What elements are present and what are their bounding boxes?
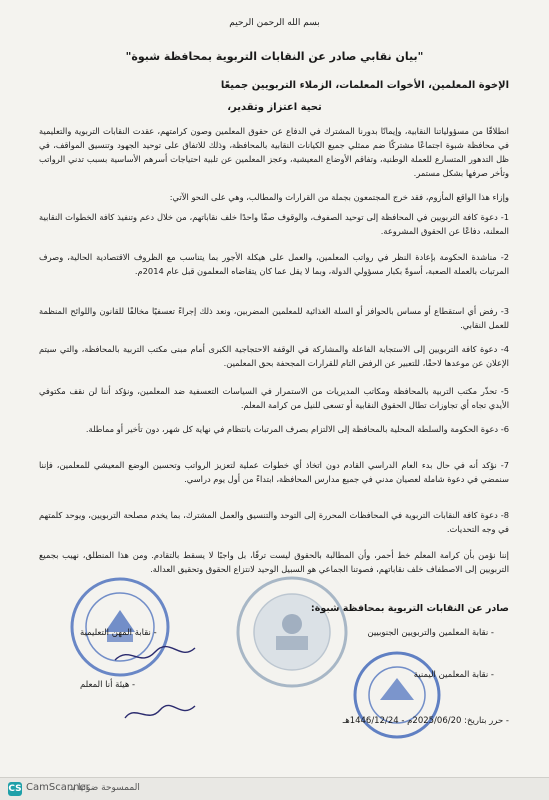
handwritten-signature xyxy=(110,640,200,670)
union-stamp-bottom xyxy=(350,648,445,743)
scanned-with-label: الممسوحة ضوئيا بـ xyxy=(70,783,140,793)
document-date: - حرر بتاريخ: 2025/06/20م - 1446/12/24هـ xyxy=(342,716,509,726)
app-name: CamScanner xyxy=(26,782,90,793)
salutation: تحية اعتزاز وتقدير، xyxy=(227,102,322,113)
list-item: 3- رفض أي استقطاع أو مساس بالحوافز أو السلة الغذائية للمعلمين المضربين، ونعد ذلك إجراءً تعسفيًا مخالفًا للقانون واللوائح المنظمة للعمل النقابي. xyxy=(39,306,509,330)
signatory-left: - هيئة أنا المعلم xyxy=(80,680,136,690)
basmala: بسم الله الرحمن الرحيم xyxy=(229,18,320,28)
statement-title: "بيان نقابي صادر عن النقابات التربوية بمحافظة شبوة" xyxy=(125,50,424,63)
list-item: 6- دعوة الحكومة والسلطة المحلية بالمحافظة إلى الالتزام بصرف المرتبات بانتظام في نهاية كل شهر، دون تأخير أو مماطلة. xyxy=(85,424,509,434)
list-item: 1- دعوة كافة التربويين في المحافظة إلى توحيد الصفوف، والوقوف صفًا واحدًا خلف نقاباتهم، من خلال دعم وتنفيذ كافة الخطوات النقابية المعلنة، دفاعًا عن الحقوق المشروعة. xyxy=(39,212,509,236)
scanner-footer xyxy=(0,777,549,800)
signatory-right: - نقابة المعلمين والتربويين الجنوبيين xyxy=(367,628,494,638)
closing-paragraph: إننا نؤمن بأن كرامة المعلم خط أحمر، وأن المطالبة بالحقوق ليست ترفًا، بل واجبًا لا يسقط بالتقادم. ومن هذا المنطلق، نهيب بجميع التربويين إلى الاصطفاف خلف نقاباتهم، فصوتنا الجماعي هو السبيل الوحيد لانتزاع الحقوق وتحقيق العدالة. xyxy=(39,550,509,574)
issuer-heading: صادر عن النقابات التربوية بمحافظة شبوة: xyxy=(310,603,509,614)
intro-paragraph: انطلاقًا من مسؤولياتنا النقابية، وإيمانًا بدورنا المشترك في الدفاع عن حقوق المعلمين وصون كرامتهم، عقدت النقابات التربوية والتعليمية في محافظة شبوة اجتماعًا مشتركًا ضم ممثلي جميع الكيانات النقابية بالمحافظة، وذلك للاتفاق على توحيد الجهود وتنسيق المواقف، في ظل التدهور المتسارع للعملة الوطنية، وتفاقم الأوضاع المعيشية، وعجز المعلمين عن تلبية احتياجات أسرهم الأساسية بسبب تدني الرواتب وتأخر صرفها بشكل مستمر. xyxy=(39,126,509,178)
greeting: الإخوة المعلمين، الأخوات المعلمات، الزملاء التربويين جميعًا xyxy=(220,80,509,91)
handwritten-signature xyxy=(120,700,200,728)
list-item: 8- دعوة كافة النقابات التربوية في المحافظات المحررة إلى التوحد والتنسيق والعمل المشترك، بما يخدم مصلحة التربويين، ويوحد كلمتهم في وجه التحديات. xyxy=(39,510,509,534)
list-item: 5- تحذّر مكتب التربية بالمحافظة ومكاتب المديريات من الاستمرار في السياسات التعسفية ضد المعلمين، ونؤكد أننا لن نقف مكتوفي الأيدي تجاه أي تجاوزات تطال الحقوق النقابية أو تسعى للنيل من كرامة المعلم. xyxy=(39,386,509,410)
list-item: 4- دعوة كافة التربويين إلى الاستجابة الفاعلة والمشاركة في الوقفة الاحتجاجية الكبرى أمام مبنى مكتب التربية بالمحافظة، والتي سيتم الإعلان عن موعدها لاحقًا، للتعبير عن الرفض التام للقرارات المجحفة بحق المعلمين. xyxy=(39,344,509,368)
signatory-left: - نقابة المهن التعليمية xyxy=(80,628,157,638)
list-item: 2- مناشدة الحكومة بإعادة النظر في رواتب المعلمين، والعمل على هيكلة الأجور بما يتناسب مع الظروف الاقتصادية الحالية، وصرف المرتبات بالعملة الصعبة، أسوةً بكبار مسؤولي الدولة، وبما لا يقل عما كان يتقاضاه المعلمون قبل عام 2014م. xyxy=(39,252,509,276)
list-item: 7- نؤكد أنه في حال بدء العام الدراسي القادم دون اتخاذ أي خطوات عملية لتعزيز الرواتب وتحسين الوضع المعيشي للمعلمين، فإننا سنمضي في دعوة شاملة لعصيان مدني في جميع مدارس المحافظة، ابتداءً من أول يوم دراسي. xyxy=(39,460,509,484)
signatory-right: - نقابة المعلمين اليمنية xyxy=(413,670,494,680)
union-stamp-center xyxy=(232,572,352,692)
camscanner-logo-icon: CS xyxy=(8,784,22,794)
lead-paragraph: وإزاء هذا الواقع المأزوم، فقد خرج المجتمعون بجملة من القرارات والمطالب، وهي على النحو الآتي: xyxy=(169,192,509,202)
